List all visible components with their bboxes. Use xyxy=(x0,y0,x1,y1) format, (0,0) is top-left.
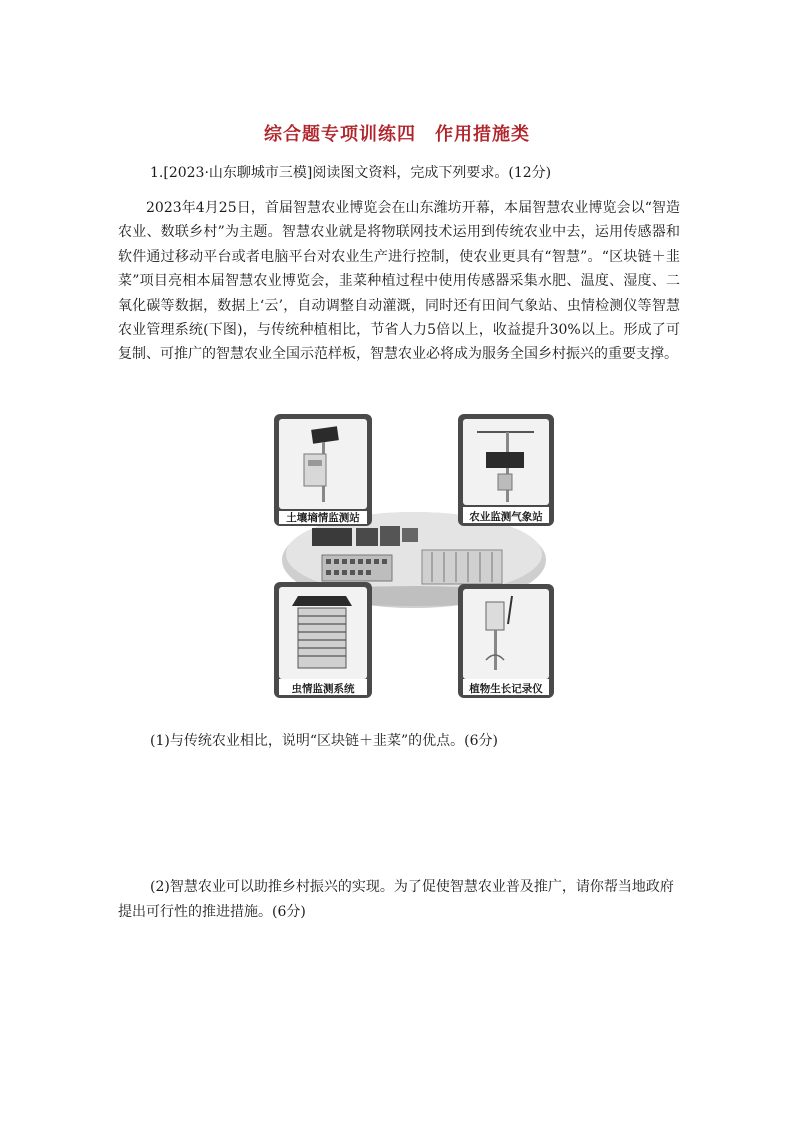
question-header: 1.[2023·山东聊城市三模]阅读图文资料，完成下列要求。(12分) xyxy=(150,165,552,181)
sub-question-2: (2)智慧农业可以助推乡村振兴的实现。为了促使智慧农业普及推广，请你帮当地政府提出可行性的推进措施。(6分) xyxy=(118,879,674,920)
weather-station-panel xyxy=(458,414,554,526)
label-pest-monitoring: 虫情监测系统 xyxy=(291,683,355,695)
page-title: 综合题专项训练四 作用措施类 xyxy=(264,124,530,145)
label-soil-moisture-station: 土壤墒情监测站 xyxy=(286,512,360,524)
label-weather-station: 农业监测气象站 xyxy=(469,511,543,523)
soil-moisture-station-panel xyxy=(274,414,372,526)
label-plant-growth-recorder: 植物生长记录仪 xyxy=(469,683,543,695)
smart-agriculture-figure xyxy=(272,410,556,700)
pest-monitoring-panel xyxy=(274,582,372,698)
sub-question-1: (1)与传统农业相比，说明“区块链＋韭菜”的优点。(6分) xyxy=(150,733,498,749)
question-passage: 2023年4月25日，首届智慧农业博览会在山东潍坊开幕，本届智慧农业博览会以“智造农业、数联乡村”为主题。智慧农业就是将物联网技术运用到传统农业中去，运用传感器和软件通过移动平台或者电脑平台对农业生产进行控制，使农业更具有“智慧”。“区块链＋韭菜”项目亮相本届智慧农业博览会，韭菜种植过程中使用传感器采集水肥、温度、湿度、二氧化碳等数据，数据上‘云’，自动调整自动灌溉，同时还有田间气象站、虫情检测仪等智慧农业管理系统(下图)，与传统种植相比，节省人力5倍以上，收益提升30%以上。形成了可复制、可推广的智慧农业全国示范样板，智慧农业必将成为服务全国乡村振兴的重要支撑。 xyxy=(118,200,680,363)
plant-growth-recorder-panel xyxy=(458,584,554,698)
